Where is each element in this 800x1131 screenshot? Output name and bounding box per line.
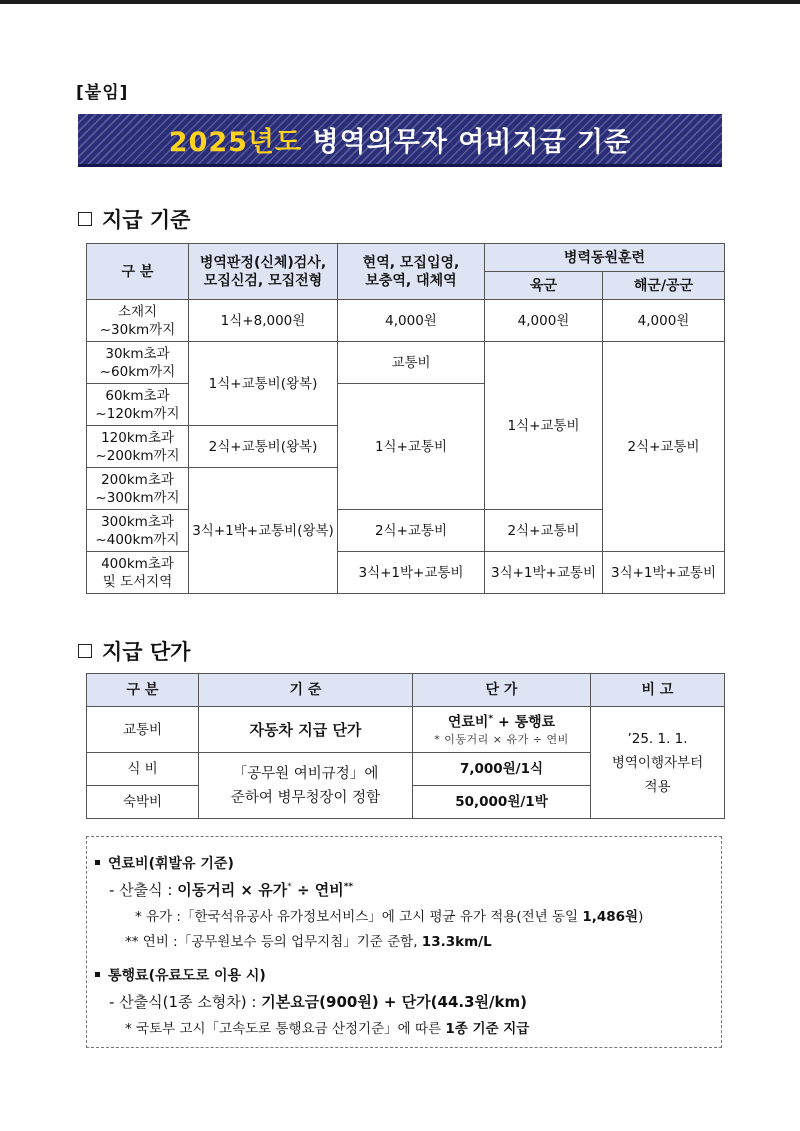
header-enlistment <box>338 244 485 300</box>
note-fuel-price <box>135 905 643 925</box>
top-border <box>0 0 800 4</box>
header-line: 모집신검, 모집전형 <box>203 272 323 289</box>
header-gubun: 구 분 <box>87 244 189 300</box>
criteria-table <box>86 243 725 594</box>
transport-price <box>413 707 591 753</box>
section-heading-unit-price <box>78 636 190 666</box>
note-value: 13.3km/L <box>421 934 492 950</box>
title-year: 2025년도 <box>168 126 303 158</box>
transport-price-formula: 연료비* + 통행료 <box>447 713 556 731</box>
header-mobilization: 병력동원훈련 <box>485 244 725 272</box>
formula-text: 이동거리 × 유가 <box>177 881 288 899</box>
row-label-line: ~400km까지 <box>95 531 180 548</box>
square-bullet-icon <box>95 972 100 977</box>
page-title <box>169 120 631 159</box>
note-text: * 국토부 고시「고속도로 통행요금 산정기준」에 따른 <box>125 1021 446 1037</box>
note-value: 1종 기준 지급 <box>445 1021 530 1037</box>
row-label <box>87 384 189 426</box>
note-text: * 유가 :「한국석유공사 유가정보서비스」에 고시 평균 유가 적용(전년 동일 <box>135 909 583 925</box>
header-line: 보충역, 대체역 <box>365 272 457 289</box>
row-label-line: ~120km까지 <box>95 405 180 422</box>
row-label-line: 400km초과 <box>101 555 174 572</box>
row-label <box>87 552 189 594</box>
note-fuel-formula: - 산출식 : 이동거리 × 유가* ÷ 연비** <box>109 881 354 899</box>
remark-cell <box>591 707 725 819</box>
table-cell: 1식+교통비(왕복) <box>189 342 338 426</box>
title-text: 병역의무자 여비지급 기준 <box>312 126 632 158</box>
square-bullet-icon <box>78 644 92 658</box>
table-cell: 2식+교통비 <box>485 510 603 552</box>
row-label-line: 300km초과 <box>101 513 174 530</box>
row-label: 식 비 <box>87 753 199 786</box>
note-fuel-efficiency <box>125 930 492 950</box>
header-navy-airforce: 해군/공군 <box>603 272 725 300</box>
row-label <box>87 426 189 468</box>
formula-text: ÷ 연비 <box>291 881 344 899</box>
header-gubun: 구 분 <box>87 674 199 707</box>
header-line: 현역, 모집입영, <box>362 254 460 271</box>
table-cell: 1식+교통비 <box>338 384 485 510</box>
row-label-line: 200km초과 <box>101 471 174 488</box>
title-banner <box>78 114 722 167</box>
row-label-line: 소재지 <box>117 303 158 320</box>
section-title: 지급 단가 <box>102 640 191 664</box>
table-cell: 4,000원 <box>338 300 485 342</box>
unit-price-table <box>86 673 725 819</box>
table-cell: 4,000원 <box>485 300 603 342</box>
table-cell: 1식+8,000원 <box>189 300 338 342</box>
row-label: 교통비 <box>87 707 199 753</box>
row-label-line: ~200km까지 <box>95 447 180 464</box>
meal-lodging-criteria <box>199 753 413 819</box>
criteria-line: 「공무원 여비규정」에 <box>232 765 379 782</box>
row-label-line: 및 도서지역 <box>102 573 173 590</box>
remark-line: 적용 <box>644 778 671 795</box>
note-title: 연료비(휘발유 기준) <box>108 856 234 872</box>
note-text: ** 연비 :「공무원보수 등의 업무지침」기준 준함, <box>125 934 422 950</box>
table-cell: 2식+교통비(왕복) <box>189 426 338 468</box>
fuel-cost-label: 연료비 <box>447 714 489 731</box>
attachment-label: [붙임] <box>76 83 129 103</box>
row-label-line: 30km초과 <box>105 345 170 362</box>
criteria-line: 준하여 병무청장이 정함 <box>230 789 381 806</box>
note-fuel-title <box>95 853 234 873</box>
row-label-line: ~60km까지 <box>99 363 176 380</box>
row-label: 숙박비 <box>87 786 199 819</box>
header-army: 육군 <box>485 272 603 300</box>
header-exam <box>189 244 338 300</box>
table-cell: 1식+교통비 <box>485 342 603 510</box>
section-heading-criteria <box>78 204 190 234</box>
row-label-line: 60km초과 <box>105 387 170 404</box>
row-label <box>87 468 189 510</box>
row-label-line: ~300km까지 <box>95 489 180 506</box>
remark-line: 병역이행자부터 <box>611 754 704 771</box>
row-label <box>87 300 189 342</box>
formula-prefix: - 산출식(1종 소형차) : <box>109 993 262 1011</box>
section-title: 지급 기준 <box>102 208 191 232</box>
formula-prefix: - 산출식 : <box>109 881 178 899</box>
table-cell: 3식+1박+교통비 <box>485 552 603 594</box>
transport-criteria: 자동차 지급 단가 <box>199 707 413 753</box>
note-text: ) <box>638 909 644 925</box>
note-toll-title <box>95 965 266 985</box>
notes-box <box>86 836 722 1048</box>
table-cell: 3식+1박+교통비 <box>338 552 485 594</box>
header-price: 단 가 <box>413 674 591 707</box>
table-cell: 2식+교통비 <box>338 510 485 552</box>
note-value: 1,486원 <box>582 909 639 925</box>
row-label <box>87 342 189 384</box>
row-label-line: 120km초과 <box>101 429 174 446</box>
lodging-price: 50,000원/1박 <box>413 786 591 819</box>
row-label-line: ~30km까지 <box>99 321 176 338</box>
remark-line: ’25. 1. 1. <box>627 730 688 747</box>
table-cell: 교통비 <box>338 342 485 384</box>
formula-text: 기본요금(900원) + 단가(44.3원/km) <box>261 993 527 1011</box>
row-label <box>87 510 189 552</box>
meal-price: 7,000원/1식 <box>413 753 591 786</box>
note-title: 통행료(유료도로 이용 시) <box>108 968 266 984</box>
square-bullet-icon <box>95 860 100 865</box>
transport-price-note: * 이동거리 × 유가 ÷ 연비 <box>434 733 569 747</box>
table-cell: 3식+1박+교통비 <box>603 552 725 594</box>
toll-label: + 통행료 <box>493 714 556 731</box>
table-cell: 2식+교통비 <box>603 342 725 552</box>
note-toll-formula <box>109 991 527 1012</box>
header-remark: 비 고 <box>591 674 725 707</box>
square-bullet-icon <box>78 212 92 226</box>
table-cell: 4,000원 <box>603 300 725 342</box>
table-cell: 3식+1박+교통비(왕복) <box>189 468 338 594</box>
header-line: 병역판정(신체)검사, <box>199 254 327 271</box>
note-toll-basis <box>125 1017 529 1037</box>
header-criteria: 기 준 <box>199 674 413 707</box>
